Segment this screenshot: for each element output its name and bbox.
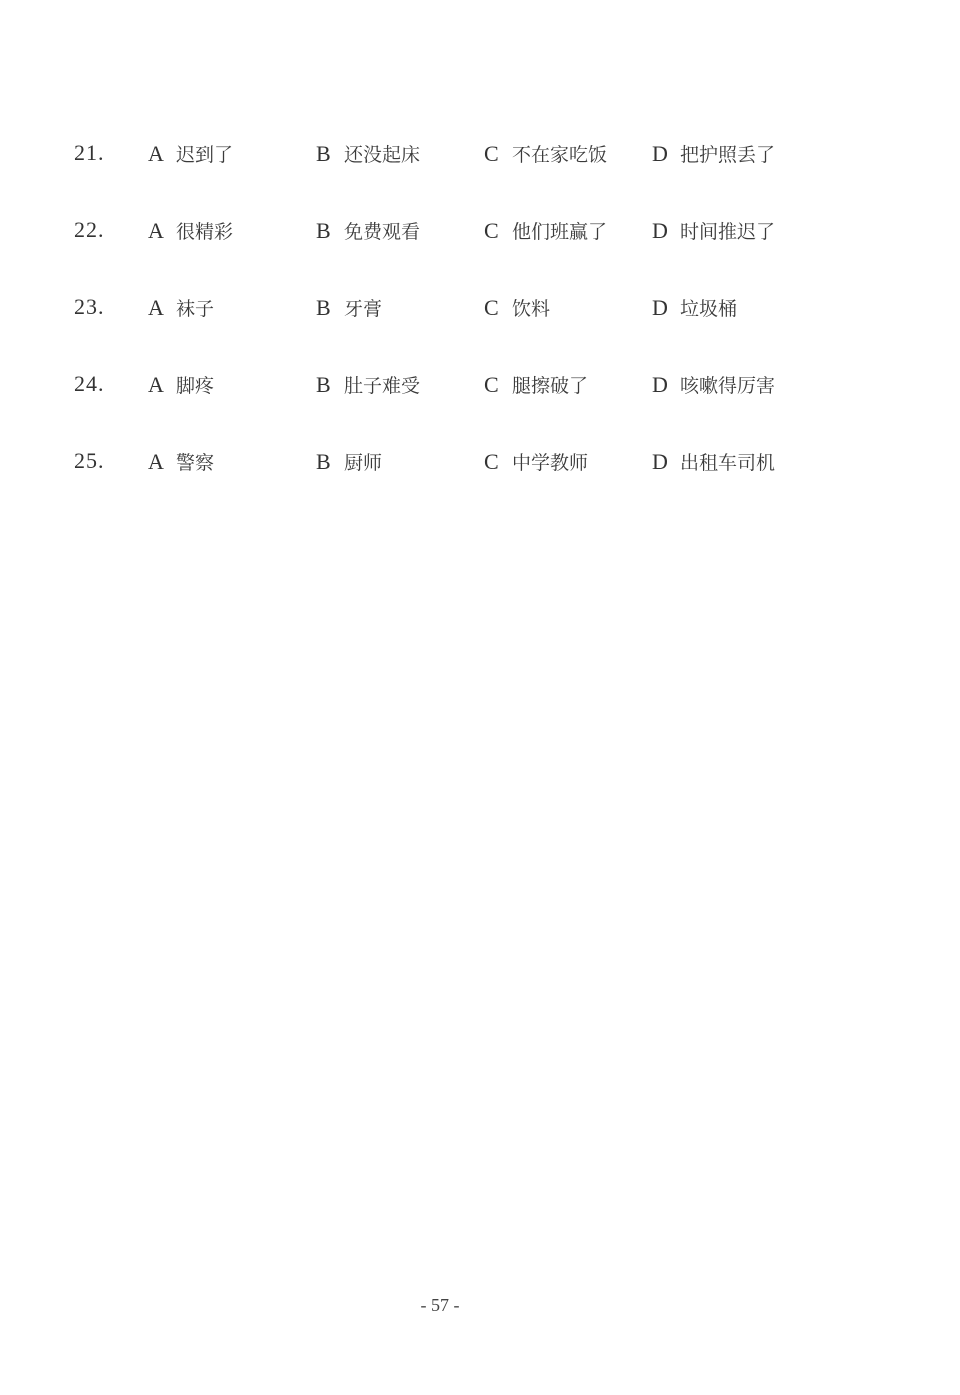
option-a: [148, 217, 233, 244]
option-letter: C: [484, 295, 499, 320]
option-text: 迟到了: [176, 144, 234, 166]
option-letter: A: [148, 141, 164, 166]
option-letter: A: [148, 295, 164, 320]
option-letter: D: [652, 372, 668, 397]
option-text: 垃圾桶: [680, 298, 738, 320]
option-text: 警察: [176, 452, 215, 474]
option-text: 咳嗽得厉害: [680, 375, 776, 397]
option-text: 还没起床: [344, 144, 421, 166]
question-number: 22.: [74, 217, 105, 242]
option-c: [484, 294, 550, 321]
option-d: [652, 371, 775, 398]
question-row: [74, 211, 834, 288]
option-text: 肚子难受: [344, 375, 421, 397]
question-number: 21.: [74, 140, 105, 165]
option-text: 牙膏: [344, 298, 383, 320]
option-a: [148, 371, 214, 398]
option-d: [652, 217, 775, 244]
question-row: [74, 288, 834, 365]
option-text: 时间推迟了: [680, 221, 776, 243]
option-text: 免费观看: [344, 221, 421, 243]
question-list: [74, 134, 834, 519]
question-row: [74, 365, 834, 442]
option-c: [484, 140, 607, 167]
option-letter: D: [652, 218, 668, 243]
option-a: [148, 140, 233, 167]
option-letter: D: [652, 295, 668, 320]
option-text: 袜子: [176, 298, 215, 320]
option-letter: B: [316, 449, 331, 474]
option-c: [484, 448, 588, 475]
question-number: 25.: [74, 448, 105, 473]
option-b: [316, 217, 420, 244]
option-b: [316, 140, 420, 167]
option-text: 出租车司机: [680, 452, 776, 474]
option-letter: A: [148, 372, 164, 397]
option-d: [652, 294, 737, 321]
option-letter: A: [148, 218, 164, 243]
option-letter: B: [316, 218, 331, 243]
option-text: 不在家吃饭: [512, 144, 608, 166]
option-text: 腿擦破了: [512, 375, 589, 397]
option-a: [148, 448, 214, 475]
option-text: 厨师: [344, 452, 383, 474]
option-letter: D: [652, 141, 668, 166]
option-letter: C: [484, 218, 499, 243]
option-d: [652, 140, 775, 167]
option-letter: C: [484, 141, 499, 166]
option-letter: C: [484, 449, 499, 474]
option-letter: C: [484, 372, 499, 397]
option-d: [652, 448, 775, 475]
option-c: [484, 371, 588, 398]
question-row: [74, 442, 834, 519]
option-letter: A: [148, 449, 164, 474]
question-number: 24.: [74, 371, 105, 396]
option-text: 饮料: [512, 298, 551, 320]
question-number: 23.: [74, 294, 105, 319]
option-b: [316, 371, 420, 398]
option-letter: B: [316, 141, 331, 166]
option-letter: D: [652, 449, 668, 474]
page-number: - 57 -: [420, 1295, 460, 1315]
option-text: 中学教师: [512, 452, 589, 474]
question-row: [74, 134, 834, 211]
option-letter: B: [316, 372, 331, 397]
option-text: 把护照丢了: [680, 144, 776, 166]
option-b: [316, 448, 382, 475]
option-letter: B: [316, 295, 331, 320]
option-text: 很精彩: [176, 221, 234, 243]
option-text: 脚疼: [176, 375, 215, 397]
option-a: [148, 294, 214, 321]
option-c: [484, 217, 607, 244]
option-text: 他们班赢了: [512, 221, 608, 243]
option-b: [316, 294, 382, 321]
